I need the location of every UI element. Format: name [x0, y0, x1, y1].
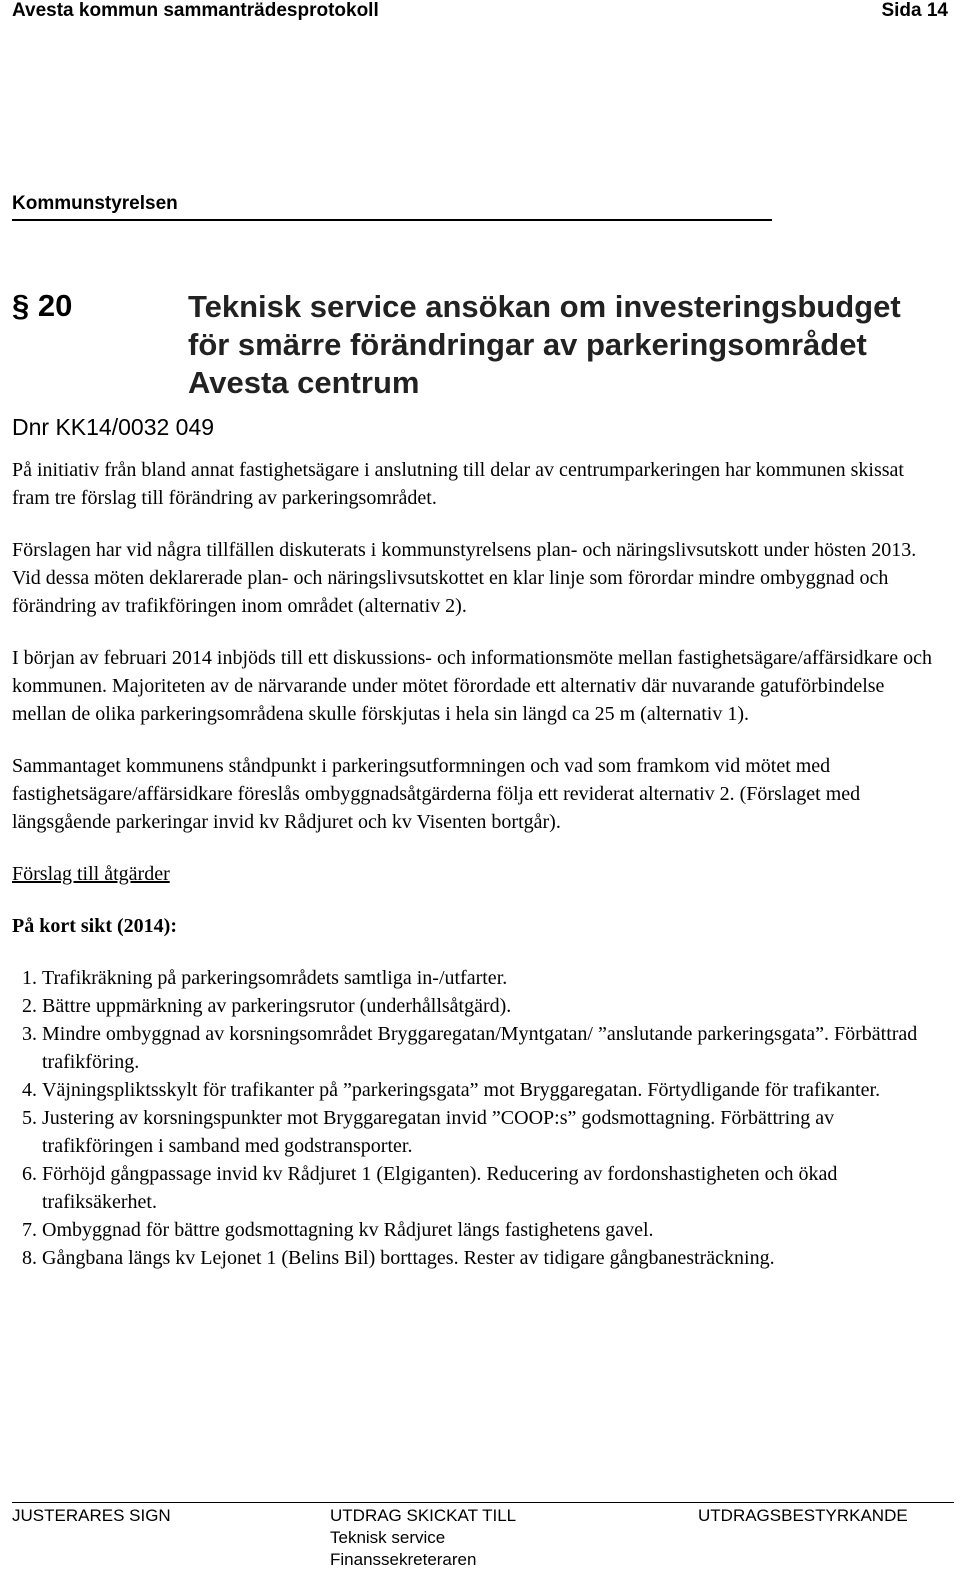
footer-distribution-recipient: Finanssekreteraren — [330, 1550, 477, 1569]
list-item: 4. Väjningspliktsskylt för trafikanter på ”parkeringsgata” mot Bryggaregatan. Förtydligande för trafikanter. — [42, 1076, 942, 1104]
footer-divider — [12, 1502, 954, 1503]
footer-distribution-title: UTDRAG SKICKAT TILL — [330, 1506, 517, 1525]
document-body — [12, 456, 942, 1272]
action-list — [12, 964, 942, 1272]
committee-name: Kommunstyrelsen — [12, 193, 178, 214]
body-paragraph-3: I början av februari 2014 inbjöds till ett diskussions- och informationsmöte mellan fastighetsägare/affärsidkare och kommunen. Majoriteten av de närvarande under mötet förordade ett alternativ där nuvarande gatuförbindelse mellan de olika parkeringsområdena skulle förskjutas i hela sin längd ca 25 m (alternativ 1). — [12, 647, 932, 725]
list-item: 8. Gångbana längs kv Lejonet 1 (Belins Bil) borttages. Rester av tidigare gångbanesträckning. — [42, 1244, 942, 1272]
document-header-title: Avesta kommun sammanträdesprotokoll — [12, 0, 379, 21]
footer-signature-label: JUSTERARES SIGN — [12, 1506, 171, 1525]
page-number: Sida 14 — [881, 0, 948, 21]
list-item: 5. Justering av korsningspunkter mot Bryggaregatan invid ”COOP:s” godsmottagning. Förbättring av trafikföringen i samband med godstransporter. — [42, 1104, 942, 1160]
footer-distribution-recipient: Teknisk service — [330, 1528, 446, 1547]
footer-distribution — [330, 1505, 516, 1571]
list-item: 2. Bättre uppmärkning av parkeringsrutor (underhållsåtgärd). — [42, 992, 942, 1020]
list-item: 3. Mindre ombyggnad av korsningsområdet Bryggaregatan/Myntgatan/ ”anslutande parkeringsgata”. Förbättrad trafikföring. — [42, 1020, 942, 1076]
paragraph-title: Teknisk service ansökan om investeringsbudget för smärre förändringar av parkeringsområdet Avesta centrum — [188, 289, 901, 400]
body-paragraph-1: På initiativ från bland annat fastighetsägare i anslutning till delar av centrumparkeringen har kommunen skissat fram tre förslag till förändring av parkeringsområdet. — [12, 459, 904, 509]
committee-divider — [12, 219, 772, 221]
proposal-heading: Förslag till åtgärder — [12, 863, 170, 885]
paragraph-number: § 20 — [12, 288, 73, 323]
list-item: 1. Trafikräkning på parkeringsområdets samtliga in-/utfarter. — [42, 964, 942, 992]
case-number: Dnr KK14/0032 049 — [12, 414, 215, 440]
body-paragraph-2: Förslagen har vid några tillfällen diskuterats i kommunstyrelsens plan- och näringslivsutskott under hösten 2013. Vid dessa möten deklarerade plan- och näringslivsutskottet en klar linje som förordar mindre ombyggnad och förändring av trafikföringen inom området (alternativ 2). — [12, 539, 917, 617]
short-term-heading: På kort sikt (2014): — [12, 915, 177, 937]
body-paragraph-4: Sammantaget kommunens ståndpunkt i parkeringsutformningen och vad som framkom vid mötet med fastighetsägare/affärsidkare föreslås ombyggnadsåtgärderna följa ett reviderat alternativ 2. (Förslaget med längsgående parkeringar invid kv Rådjuret och kv Visenten bortgår). — [12, 755, 861, 833]
footer-certification-label: UTDRAGSBESTYRKANDE — [698, 1506, 908, 1525]
list-item: 7. Ombyggnad för bättre godsmottagning kv Rådjuret längs fastighetens gavel. — [42, 1216, 942, 1244]
list-item: 6. Förhöjd gångpassage invid kv Rådjuret 1 (Elgiganten). Reducering av fordonshastigheten och ökad trafiksäkerhet. — [42, 1160, 942, 1216]
